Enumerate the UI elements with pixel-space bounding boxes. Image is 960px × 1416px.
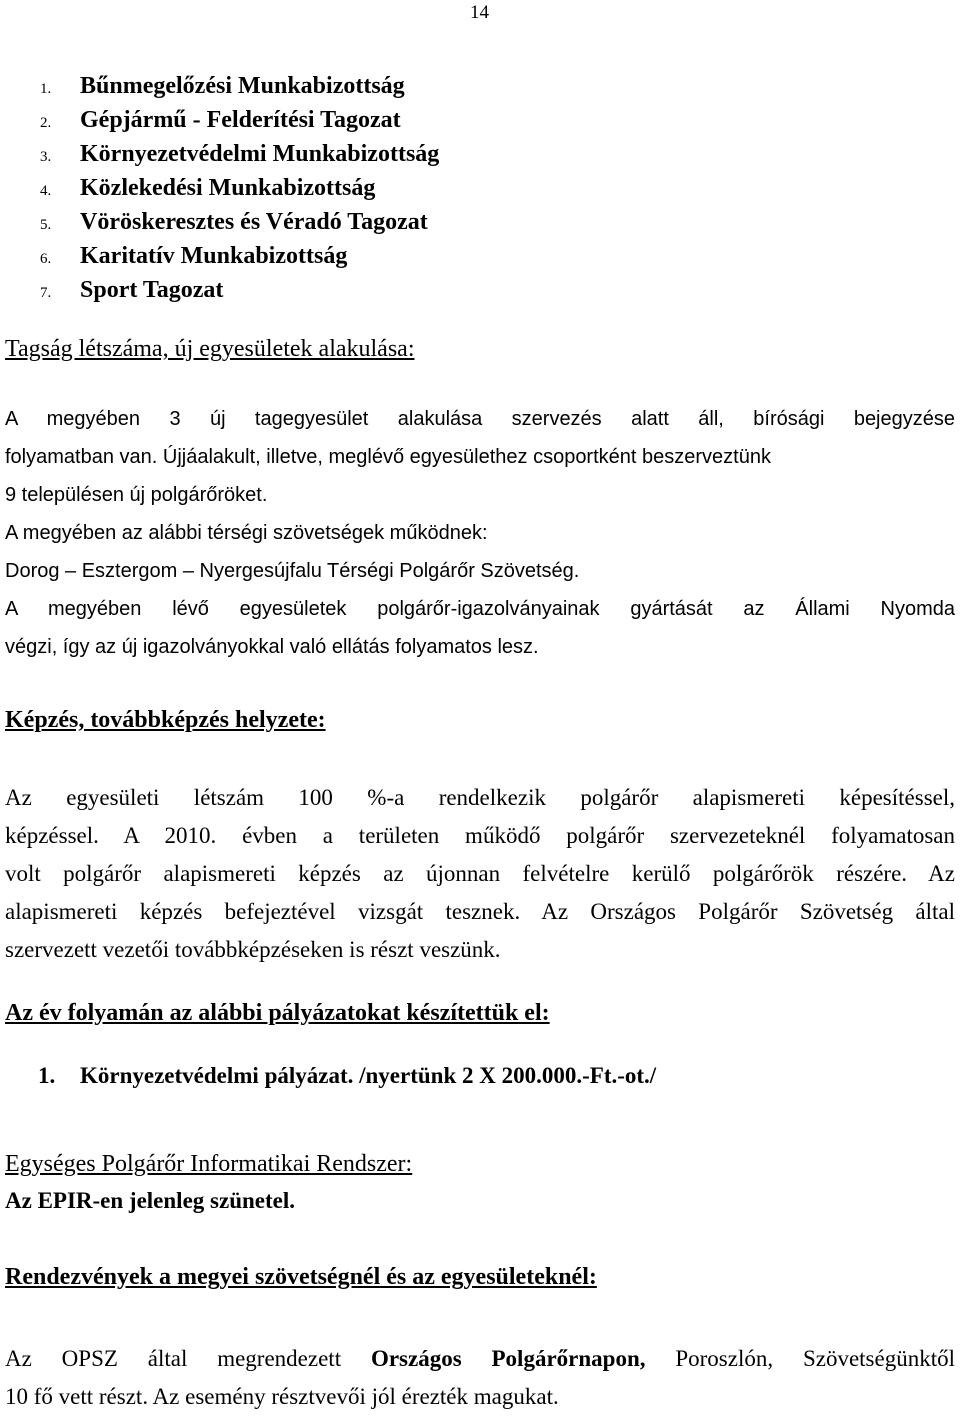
list-label: Vöröskeresztes és Véradó Tagozat — [80, 209, 428, 235]
events-heading: Rendezvények a megyei szövetségnél és az egyesületeknél: — [5, 1264, 597, 1290]
text-line: 10 fő vett részt. Az esemény résztvevői jól érezték magukat. — [5, 1384, 559, 1409]
list-label: Gépjármű - Felderítési Tagozat — [80, 107, 401, 133]
list-number: 4. — [40, 183, 52, 199]
list-number: 1. — [40, 81, 52, 97]
text-line: A megyében 3 új tagegyesület alakulása szervezés alatt áll, bírósági bejegyzése — [5, 408, 955, 430]
epir-heading: Egységes Polgárőr Informatikai Rendszer: — [5, 1151, 413, 1177]
text-line: folyamatban van. Újjáalakult, illetve, meglévő egyesülethez csoportként beszerveztünk — [5, 446, 771, 468]
list-item — [40, 175, 375, 202]
tender-number: 1. — [38, 1063, 56, 1088]
list-number: 2. — [40, 115, 52, 131]
text-line: A megyében lévő egyesületek polgárőr-igazolványainak gyártását az Állami Nyomda — [5, 598, 955, 620]
events-text-post: Poroszlón, Szövetségünktől — [675, 1346, 955, 1371]
text-line: Dorog – Esztergom – Nyergesújfalu Térségi Polgárőr Szövetség. — [5, 560, 580, 582]
tender-item — [38, 1063, 656, 1089]
events-text-pre: Az OPSZ által megrendezett — [5, 1346, 342, 1371]
list-number: 6. — [40, 251, 52, 267]
list-item — [40, 141, 439, 168]
text-line: A megyében az alábbi térségi szövetségek működnek: — [5, 522, 488, 544]
text-line: volt polgárőr alapismereti képzés az újonnan felvételre kerülő polgárőrök részére. Az — [5, 861, 955, 886]
epir-text: Az EPIR-en jelenleg szünetel. — [5, 1188, 295, 1213]
text-line: 9 településen új polgárőröket. — [5, 484, 268, 506]
text-line: Az egyesületi létszám 100 %-a rendelkezik polgárőr alapismereti képesítéssel, — [5, 785, 955, 810]
event-name: Országos Polgárőrnapon, — [370, 1346, 646, 1371]
list-number: 5. — [40, 217, 52, 233]
page-number: 14 — [470, 2, 489, 23]
list-label: Bűnmegelőzési Munkabizottság — [80, 73, 405, 99]
text-line: végzi, így az új igazolványokkal való ellátás folyamatos lesz. — [5, 636, 539, 658]
text-line: képzéssel. A 2010. évben a területen működő polgárőr szervezeteknél folyamatosan — [5, 823, 955, 848]
list-item — [40, 277, 223, 304]
list-item — [40, 209, 428, 236]
text-line — [5, 1340, 955, 1378]
events-paragraph — [5, 1340, 955, 1416]
list-item — [40, 243, 347, 270]
text-line: szervezett vezetői továbbképzéseken is részt veszünk. — [5, 937, 501, 962]
list-number: 3. — [40, 149, 52, 165]
list-item — [40, 107, 401, 134]
membership-paragraph — [5, 400, 955, 666]
list-number: 7. — [40, 285, 52, 301]
list-label: Sport Tagozat — [80, 277, 224, 303]
list-label: Karitatív Munkabizottság — [80, 243, 348, 269]
membership-heading: Tagság létszáma, új egyesületek alakulása: — [5, 336, 415, 362]
tenders-heading: Az év folyamán az alábbi pályázatokat készítettük el: — [5, 1000, 550, 1026]
training-paragraph — [5, 779, 955, 969]
text-line: alapismereti képzés befejeztével vizsgát tesznek. Az Országos Polgárőr Szövetség által — [5, 899, 955, 924]
list-item — [40, 73, 405, 100]
tender-text: Környezetvédelmi pályázat. /nyertünk 2 X 200.000.-Ft.-ot./ — [80, 1063, 657, 1088]
list-label: Közlekedési Munkabizottság — [80, 175, 376, 201]
training-heading: Képzés, továbbképzés helyzete: — [5, 707, 326, 733]
list-label: Környezetvédelmi Munkabizottság — [80, 141, 440, 167]
